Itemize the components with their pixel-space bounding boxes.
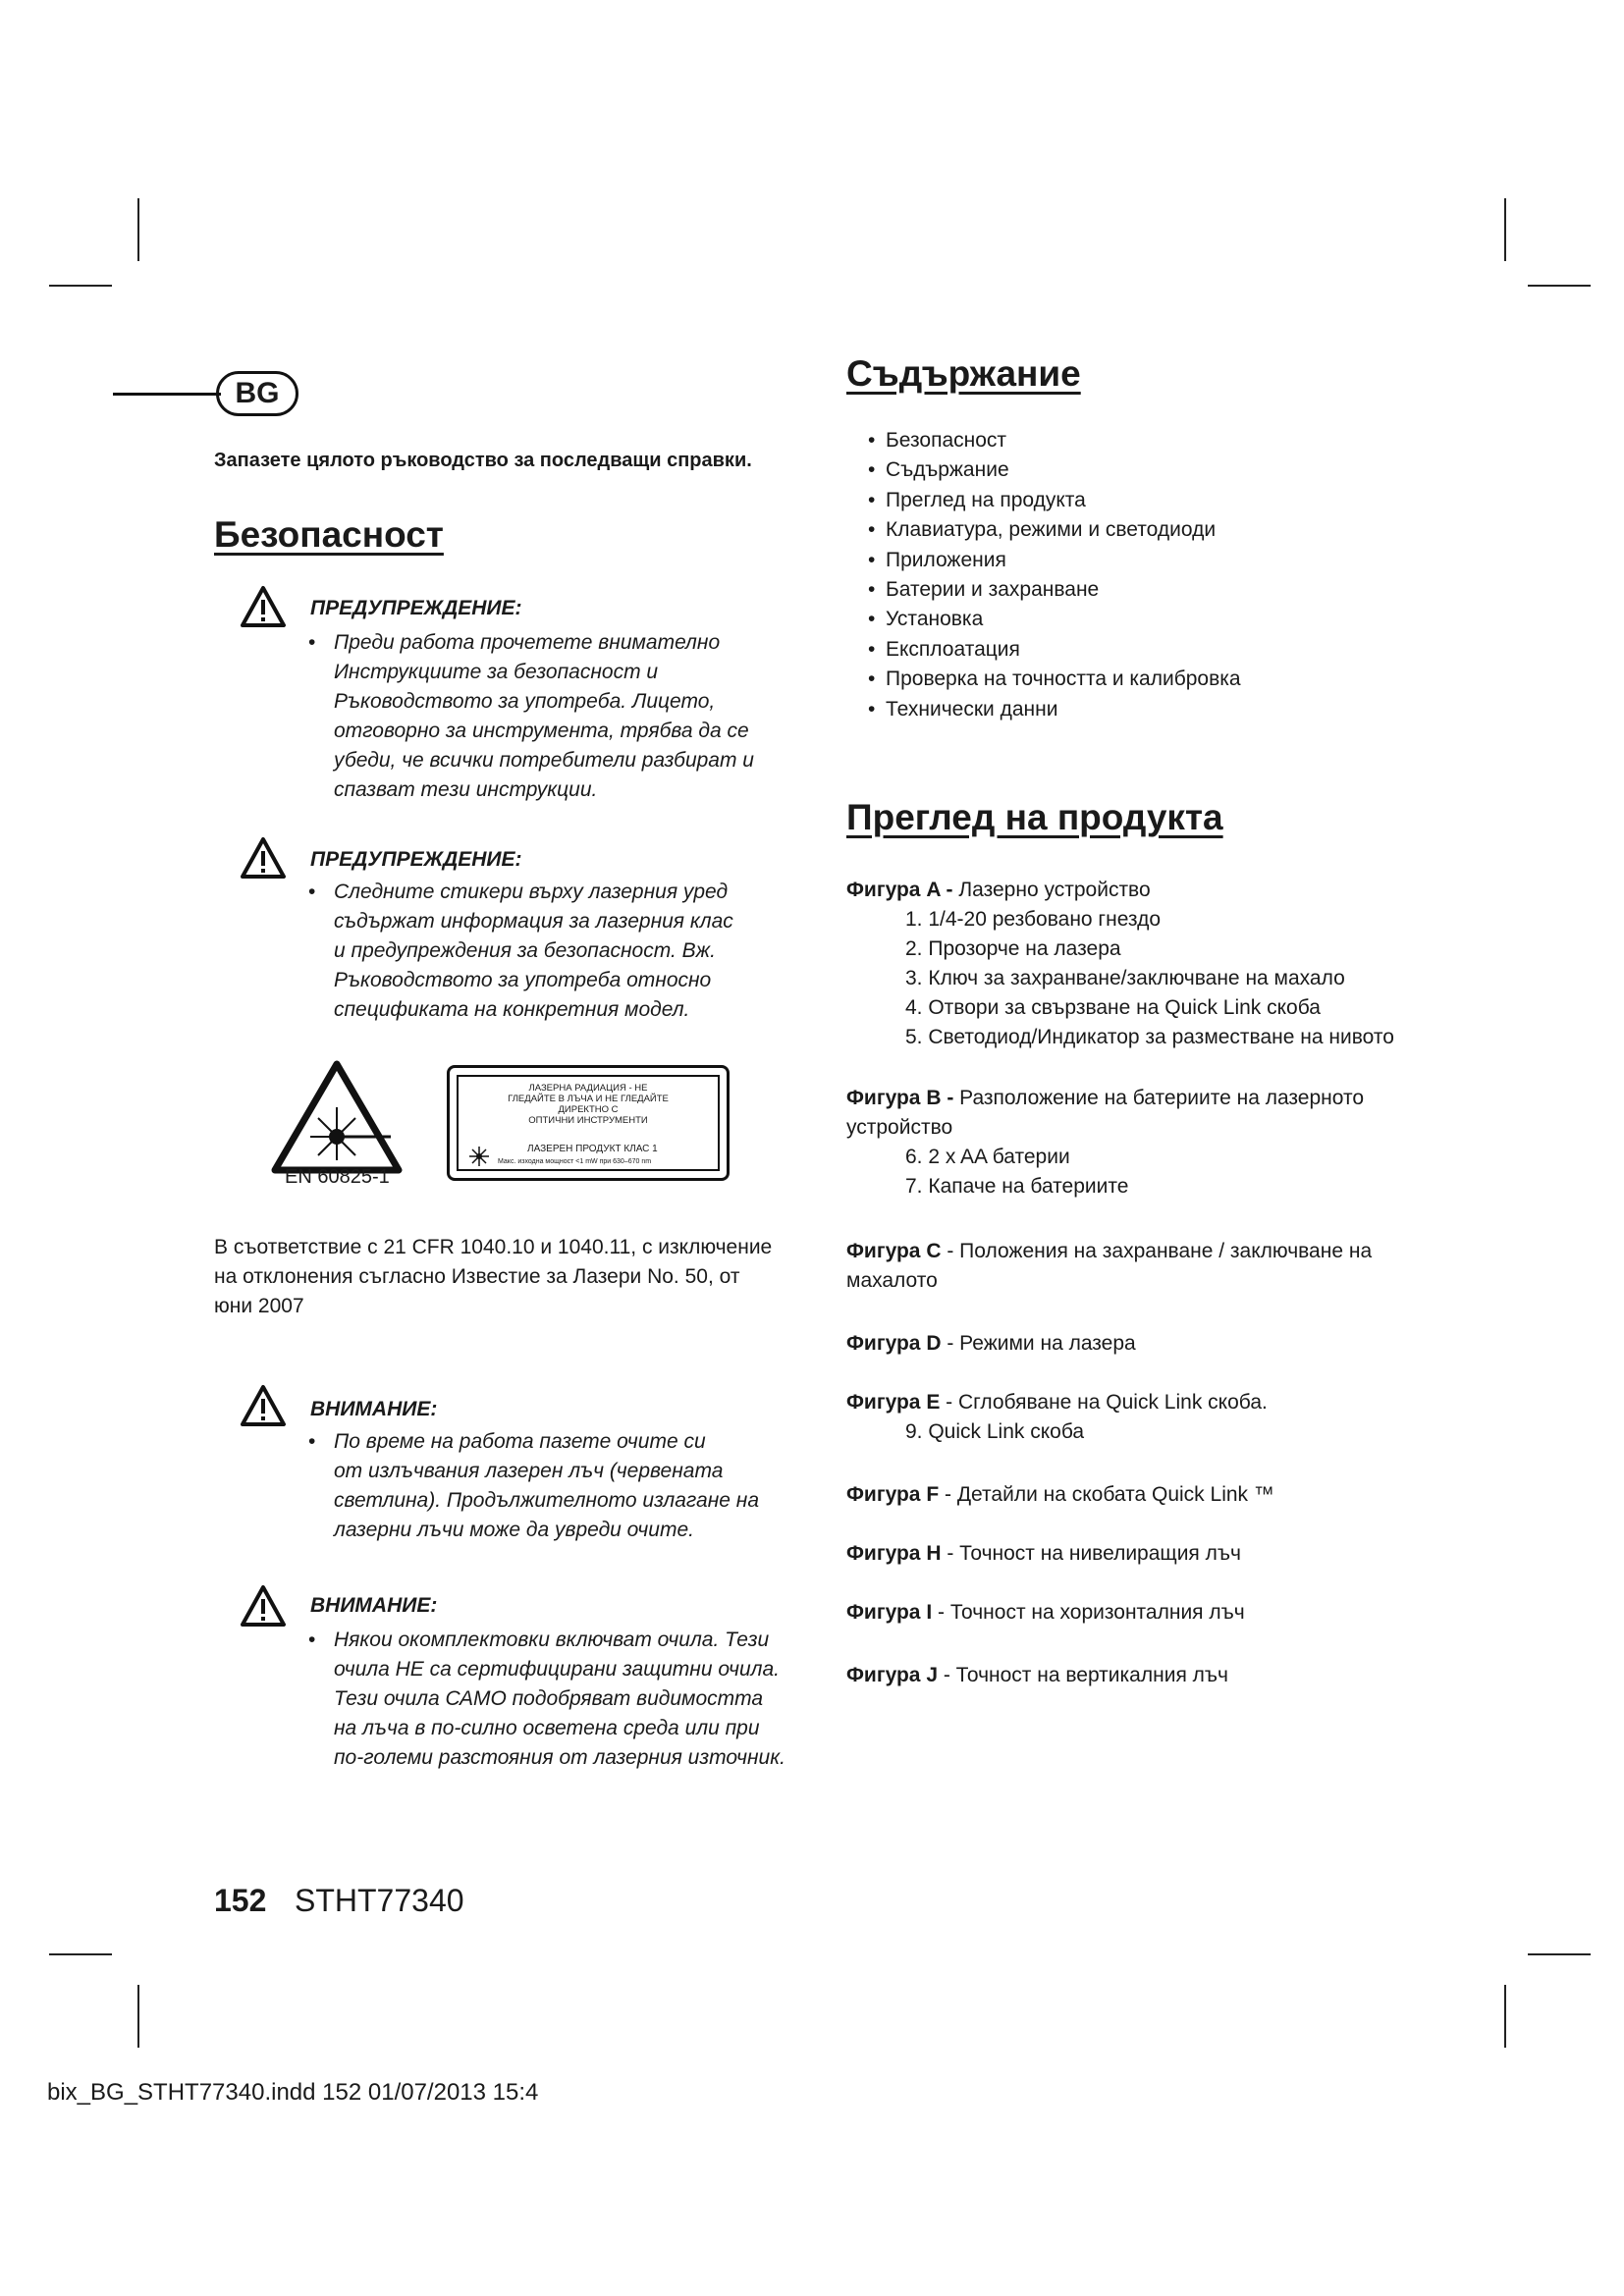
figure-label: Фигура D bbox=[846, 1332, 942, 1355]
figure-label: Фигура C bbox=[846, 1240, 942, 1262]
figure-j bbox=[846, 1661, 1435, 1690]
print-slug: bix_BG_STHT77340.indd 152 01/07/2013 15:4 bbox=[47, 2079, 539, 2106]
figure-text: - Режими на лазера bbox=[941, 1332, 1136, 1355]
figure-d bbox=[846, 1329, 1435, 1359]
figure-text: - Сглобяване на Quick Link скоба. bbox=[940, 1391, 1268, 1414]
crop-mark bbox=[49, 285, 112, 287]
figure-subitem: 7. Капаче на батериите bbox=[905, 1175, 1129, 1198]
warning-item: • По време на работа пазете очите си от излъчвания лазерен лъч (червената светлина). Продължителното излагане на лазерни лъчи може да увреди очите. bbox=[304, 1427, 795, 1545]
warning-title: ВНИМАНИЕ: bbox=[310, 1398, 438, 1420]
laser-warning-label bbox=[447, 1065, 730, 1181]
figure-i bbox=[846, 1598, 1435, 1628]
badge-rule bbox=[113, 393, 221, 396]
figure-text: - Детайли на скобата Quick Link ™ bbox=[939, 1483, 1274, 1506]
laser-class-text: ЛАЗЕРЕН ПРОДУКТ КЛАС 1 bbox=[527, 1144, 658, 1154]
figure-subitem: 6. 2 x AA батерии bbox=[905, 1146, 1070, 1168]
contents-item: • Батерии и захранване bbox=[862, 575, 1241, 605]
figure-subitem: 9. Quick Link скоба bbox=[905, 1420, 1085, 1443]
warning-triangle-icon bbox=[240, 1584, 287, 1628]
laser-burst-icon bbox=[468, 1146, 490, 1167]
contents-item: • Приложения bbox=[862, 546, 1241, 575]
figure-text: - Точност на хоризонталния лъч bbox=[932, 1601, 1245, 1624]
contents-item: • Безопасност bbox=[862, 426, 1241, 455]
warning-title: ВНИМАНИЕ: bbox=[310, 1594, 438, 1617]
crop-mark bbox=[1504, 198, 1506, 261]
figure-subitem: 2. Прозорче на лазера bbox=[905, 937, 1121, 960]
contents-item: • Съдържание bbox=[862, 455, 1241, 485]
language-badge: BG bbox=[216, 371, 298, 416]
figure-e bbox=[846, 1388, 1435, 1447]
figure-label: Фигура F bbox=[846, 1483, 940, 1506]
contents-item: • Клавиатура, режими и светодиоди bbox=[862, 515, 1241, 545]
crop-mark bbox=[1528, 285, 1591, 287]
laser-power-text: Макс. изходна мощност <1 mW при 630–670 nm bbox=[498, 1158, 652, 1165]
warning-title: ПРЕДУПРЕЖДЕНИЕ: bbox=[310, 597, 522, 619]
figure-text: - Положения на захранване / заключване на махалото bbox=[846, 1240, 1373, 1292]
contents-item: • Проверка на точността и калибровка bbox=[862, 665, 1241, 694]
figure-text: - Точност на вертикалния лъч bbox=[938, 1664, 1228, 1686]
page-number: 152 bbox=[214, 1883, 267, 1918]
figure-f bbox=[846, 1480, 1435, 1510]
crop-mark bbox=[49, 1953, 112, 1955]
warning-triangle-icon bbox=[240, 836, 287, 880]
figure-subitem: 5. Светодиод/Индикатор за разместване на нивото bbox=[905, 1026, 1394, 1048]
model-number: STHT77340 bbox=[295, 1883, 464, 1918]
warning-item: • Преди работа прочетете внимателно Инструкциите за безопасност и Ръководството за употреба. Лицето, отговорно за инструмента, трябва да се убеди, че всички потребители разбират и спазват тези инструкции. bbox=[304, 628, 795, 805]
laser-hazard-icon bbox=[271, 1060, 403, 1176]
figure-label: Фигура I bbox=[846, 1601, 933, 1624]
figure-b bbox=[846, 1084, 1396, 1201]
figure-a bbox=[846, 876, 1435, 1052]
warning-title: ПРЕДУПРЕЖДЕНИЕ: bbox=[310, 848, 522, 871]
warning-item: • Следните стикери върху лазерния уред съдържат информация за лазерния клас и предупреждения за безопасност. Вж. Ръководството за употреба относно спецификата на конкретния модел. bbox=[304, 878, 795, 1025]
laser-label-line: ДИРЕКТНО С bbox=[558, 1104, 619, 1115]
figure-label: Фигура A - bbox=[846, 879, 953, 901]
crop-mark bbox=[137, 1985, 139, 2048]
figure-subitem: 1. 1/4-20 резбовано гнездо bbox=[905, 908, 1162, 931]
figure-label: Фигура H bbox=[846, 1542, 942, 1565]
crop-mark bbox=[1528, 1953, 1591, 1955]
laser-standard: EN 60825-1 bbox=[285, 1166, 390, 1188]
overview-heading: Преглед на продукта bbox=[846, 797, 1223, 837]
figure-h bbox=[846, 1539, 1435, 1569]
figure-label: Фигура E bbox=[846, 1391, 941, 1414]
laser-label-line: ОПТИЧНИ ИНСТРУМЕНТИ bbox=[528, 1115, 648, 1126]
compliance-text: В съответствие с 21 CFR 1040.10 и 1040.11, с изключение на отклонения съгласно Известие за Лазери No. 50, от юни 2007 bbox=[214, 1236, 773, 1317]
contents-item: • Технически данни bbox=[862, 695, 1241, 724]
contents-heading: Съдържание bbox=[846, 353, 1081, 394]
laser-label-line: ЛАЗЕРНА РАДИАЦИЯ - НЕ bbox=[528, 1083, 648, 1094]
figure-text: Разположение на батериите на лазерното устройство bbox=[846, 1087, 1365, 1139]
safety-heading: Безопасност bbox=[214, 514, 444, 555]
contents-list bbox=[862, 426, 1241, 724]
figure-subitem: 3. Ключ за захранване/заключване на махало bbox=[905, 967, 1345, 989]
contents-item: • Експлоатация bbox=[862, 635, 1241, 665]
crop-mark bbox=[1504, 1985, 1506, 2048]
laser-label-line: ГЛЕДАЙТЕ В ЛЪЧА И НЕ ГЛЕДАЙТЕ bbox=[508, 1094, 669, 1104]
warning-triangle-icon bbox=[240, 1384, 287, 1427]
figure-label: Фигура J bbox=[846, 1664, 939, 1686]
contents-item: • Преглед на продукта bbox=[862, 486, 1241, 515]
figure-label: Фигура B - bbox=[846, 1087, 954, 1109]
figure-text: - Точност на нивелиращия лъч bbox=[941, 1542, 1241, 1565]
figure-subitem: 4. Отвори за свързване на Quick Link скоба bbox=[905, 996, 1321, 1019]
figure-text: Лазерно устройство bbox=[952, 879, 1151, 901]
contents-item: • Установка bbox=[862, 605, 1241, 634]
crop-mark bbox=[137, 198, 139, 261]
intro-text: Запазете цялото ръководство за последващи справки. bbox=[214, 450, 752, 471]
warning-item: • Някои окомплектовки включват очила. Тези очила НЕ са сертифицирани защитни очила. Тези очила САМО подобряват видимостта на лъча в по-силно осветена среда или при по-големи разстояния от лазерния източник. bbox=[304, 1626, 835, 1773]
figure-c bbox=[846, 1237, 1396, 1296]
warning-triangle-icon bbox=[240, 585, 287, 628]
